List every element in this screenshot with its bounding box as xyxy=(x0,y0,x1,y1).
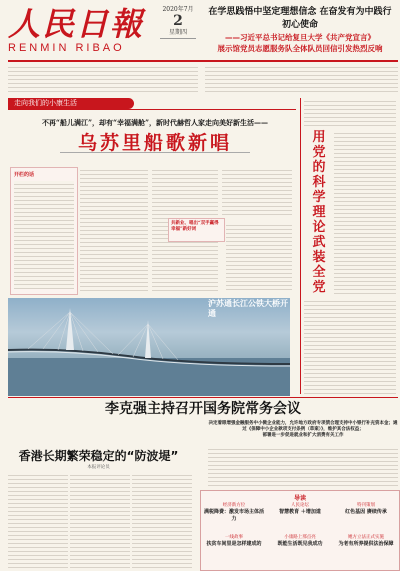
guide-item-title: 扶贫车间里是怎样建成的 xyxy=(206,541,262,547)
masthead-rule xyxy=(8,60,398,62)
commentary-title-text: 用 党 的 科 学 理 论 武 装 全 党 xyxy=(312,130,326,295)
guide-item-title: 智慧教育 ＋增加道 xyxy=(279,509,321,515)
banner-rule xyxy=(8,397,398,398)
feature-body-col1 xyxy=(80,167,148,293)
commentary-title xyxy=(308,130,330,295)
guide-item[interactable] xyxy=(269,535,331,548)
feature-intro-text xyxy=(14,181,74,289)
feature-kicker: 不再“船儿满江”，却有“幸福满舱”，新时代赫哲人家走向美好新生活—— xyxy=(41,118,269,127)
photo-caption-title: 沪苏通长江公铁大桥开通 xyxy=(208,299,288,318)
feature-byline xyxy=(60,152,250,156)
column-divider xyxy=(300,98,301,394)
banner-sub2: 部署进一步促进就业和扩大消费有关工作 xyxy=(262,433,344,438)
guide-item[interactable] xyxy=(203,535,265,548)
banner-title: 李克强主持召开国务院常务会议 xyxy=(105,401,301,417)
top-headline-line1: 在学思践悟中坚定理想信念 在奋发有为中践行初心使命 xyxy=(208,7,392,30)
top-story-body xyxy=(205,64,398,92)
guide-item-title: 既能生活既见我成功 xyxy=(277,541,323,547)
feature-body-col3b xyxy=(226,222,292,293)
bridge-tower-right xyxy=(145,320,151,358)
guide-item[interactable] xyxy=(335,503,397,516)
guide-item-title: 红色基因 赓续传承 xyxy=(345,509,387,515)
guide-item[interactable] xyxy=(203,503,265,523)
hk-col2 xyxy=(70,472,130,568)
issue-date xyxy=(160,6,196,73)
feature-intro-box xyxy=(10,167,78,295)
guide-item[interactable] xyxy=(269,503,331,516)
hk-col1 xyxy=(8,472,68,568)
feature-sub-tag: 开栏的话 xyxy=(14,172,35,178)
guide-item-title: 为老有所养提供法治保障 xyxy=(338,541,394,547)
guide-box xyxy=(200,490,400,571)
guide-item-kicker: 经济新方位 xyxy=(222,503,246,508)
banner xyxy=(8,400,398,418)
commentary-body-a xyxy=(334,130,396,294)
guide-item-kicker: 一线故事 xyxy=(225,535,243,540)
date-day: 2 xyxy=(173,13,183,29)
commentary-body-b xyxy=(304,298,396,394)
feature-inset xyxy=(168,218,225,242)
guide-item-kicker: 特刊策划 xyxy=(357,503,375,508)
feature-inset-caption: 共新业、唱出“双手赢得幸福”新好词 xyxy=(171,221,219,232)
masthead-logo xyxy=(8,6,158,54)
top-headline-line3: 展示馆党员志愿服务队全体队员回信引发热烈反响 xyxy=(217,44,383,53)
feature-title: 乌苏里船歌新唱 xyxy=(77,132,232,154)
guide-item-kicker: 她方立法正式实施 xyxy=(348,535,384,540)
top-headline-line2: ——习近平总书记给复旦大学《共产党宣言》 xyxy=(225,33,375,42)
photo-caption xyxy=(208,299,292,319)
hk-title: 香港长期繁荣稳定的“防波堤” xyxy=(18,449,179,463)
hk-byline: 本报评论员 xyxy=(87,465,110,470)
section-tag: 走向我们的小康生活 xyxy=(8,98,134,109)
masthead-title-cn: 人民日報 xyxy=(8,5,145,43)
guide-item-title: 满税降费：激发市场主体活力 xyxy=(203,509,264,522)
feature-rule xyxy=(8,109,296,110)
hk-col3 xyxy=(132,472,192,568)
feature-body-col3a xyxy=(222,167,292,217)
commentary-body-top xyxy=(304,98,396,126)
banner-sub1: 决定着眼增强金融服务中小微企业能力，允许地方政府专项债合理支持中小银行补充资本金；通过《保障中小企业款项支付条例（草案）》，维护其合法权益； xyxy=(208,421,398,432)
top-story-left-body xyxy=(8,64,198,92)
guide-header: 导读 xyxy=(293,495,306,502)
banner-subtitle xyxy=(208,421,398,439)
guide-item-kicker: 小康路上那点亮 xyxy=(284,535,316,540)
banner-body xyxy=(208,446,398,486)
guide-item[interactable] xyxy=(335,535,397,548)
guide-item-kicker: 人民论坛 xyxy=(291,503,309,508)
date-weekday: 星期四 xyxy=(168,29,187,36)
date-year-month: 2020年7月 xyxy=(162,6,194,13)
masthead-title-en: RENMIN RIBAO xyxy=(8,42,125,54)
top-headline xyxy=(205,6,395,54)
